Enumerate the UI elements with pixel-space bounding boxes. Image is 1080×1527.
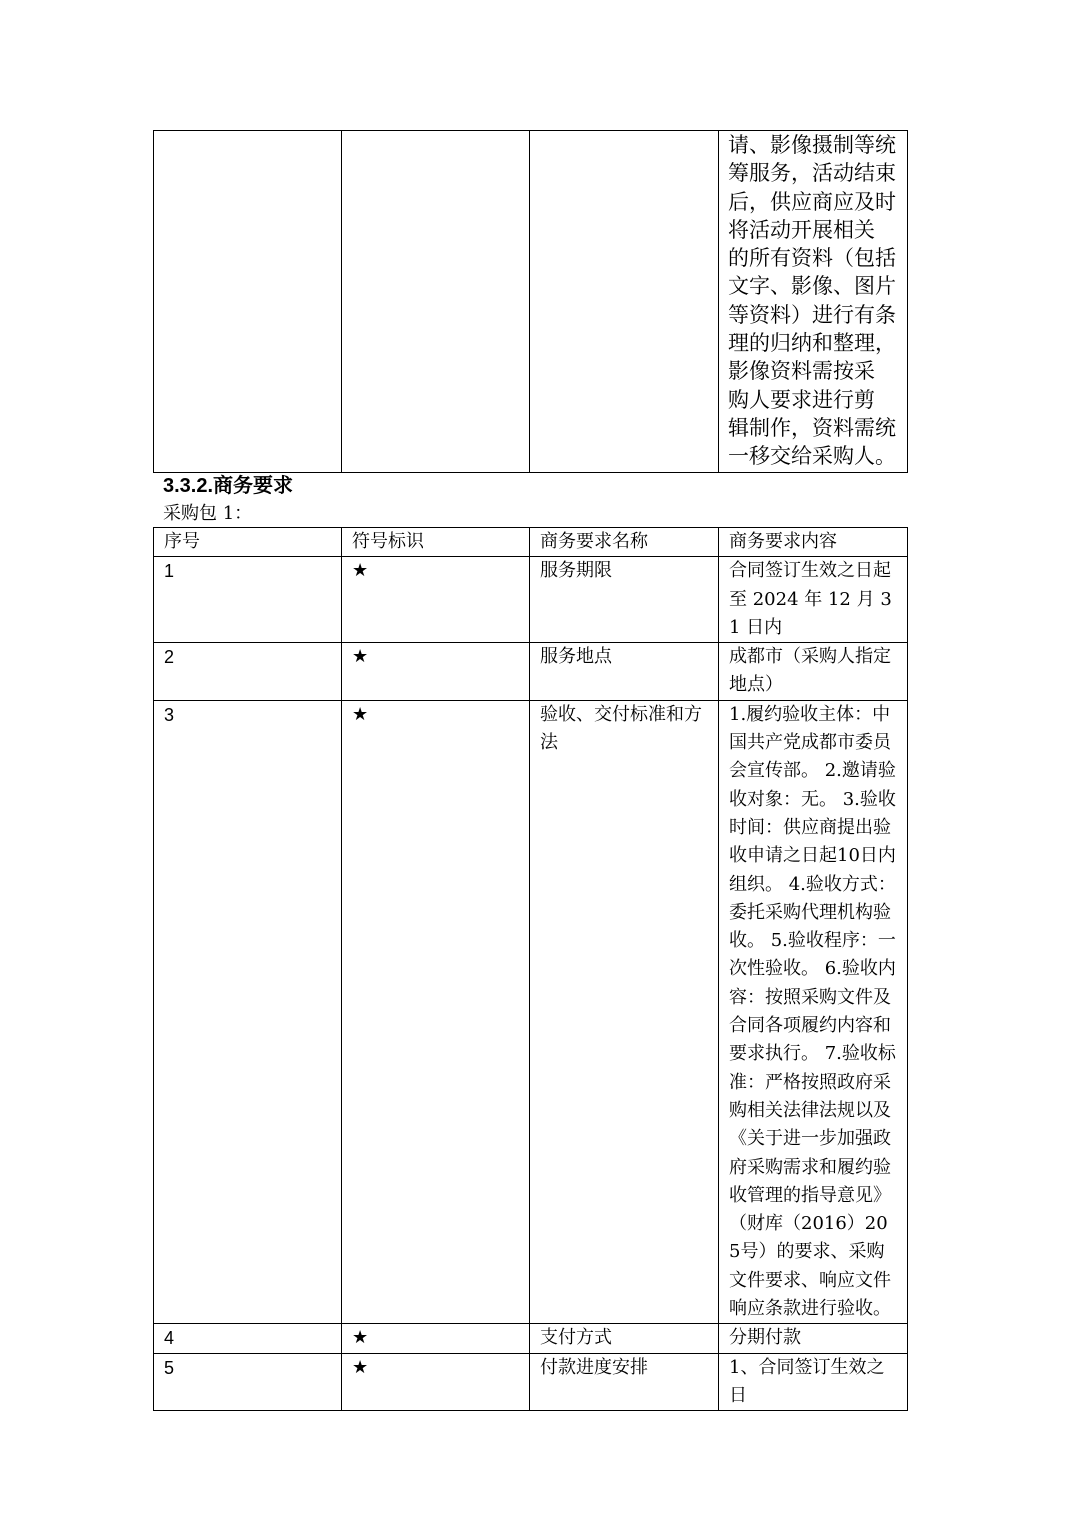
- requirement-name: 验收、交付标准和方法: [530, 700, 719, 1324]
- requirement-content: 1.履约验收主体：中国共产党成都市委员会宣传部。 2.邀请验收对象：无。 3.验收时间：供应商提出验收申请之日起10日内组织。 4.验收方式：委托采购代理机构验收。 5.验收程序：一次性验收。 6.验收内容：按照采购文件及合同各项履约内容和要求执行。 7.验收标准：严格按照政府采购相关法律法规以及《关于进一步加强政府采购需求和履约验收管理的指导意见》（财库（2016）205号）的要求、采购文件要求、响应文件响应条款进行验收。: [719, 700, 908, 1324]
- header-cell-mark: 符号标识: [342, 528, 530, 557]
- content-line: 请、影像摄制等统: [728, 133, 896, 157]
- content-line: 影像资料需按采: [728, 359, 875, 384]
- row-number: 5: [154, 1353, 342, 1411]
- business-requirements-table: [153, 527, 908, 1411]
- requirement-name: 支付方式: [530, 1324, 719, 1353]
- table-row: [154, 557, 908, 643]
- requirement-name: 服务期限: [530, 557, 719, 643]
- row-number: 3: [154, 700, 342, 1324]
- continued-content-cell: [719, 131, 908, 473]
- star-icon: ★: [342, 700, 530, 1324]
- row-number: 1: [154, 557, 342, 643]
- content-line: 一移交给采购人。: [728, 444, 896, 469]
- empty-cell: [530, 131, 719, 473]
- content-line: 等资料）进行有条: [728, 302, 896, 327]
- table-row: [154, 1324, 908, 1353]
- requirement-content: 合同签订生效之日起至 2024 年 12 月 31 日内: [719, 557, 908, 643]
- continued-table: [153, 130, 908, 473]
- header-cell-no: 序号: [154, 528, 342, 557]
- empty-cell: [154, 131, 342, 473]
- content-line: 文字、影像、图片: [728, 274, 896, 299]
- star-icon: ★: [342, 557, 530, 643]
- table-row: [154, 131, 908, 473]
- requirement-content: 成都市（采购人指定地点）: [719, 643, 908, 701]
- requirement-content: 分期付款: [719, 1324, 908, 1353]
- table-row: [154, 643, 908, 701]
- requirement-name: 服务地点: [530, 643, 719, 701]
- star-icon: ★: [342, 1324, 530, 1353]
- row-number: 4: [154, 1324, 342, 1353]
- star-icon: ★: [342, 1353, 530, 1411]
- row-number: 2: [154, 643, 342, 701]
- package-label: 采购包 1：: [163, 503, 253, 524]
- requirement-content: 1、合同签订生效之日: [719, 1353, 908, 1411]
- empty-cell: [342, 131, 530, 473]
- table-header-row: [154, 528, 908, 557]
- table-row: [154, 1353, 908, 1411]
- content-line: 筹服务，活动结束: [728, 161, 896, 186]
- section-heading: 3.3.2.商务要求: [163, 475, 294, 497]
- content-line: 理的归纳和整理，: [728, 331, 896, 356]
- content-line: 的所有资料（包括: [728, 246, 896, 271]
- content-line: 购人要求进行剪: [728, 387, 875, 412]
- content-line: 将活动开展相关: [728, 217, 875, 242]
- star-icon: ★: [342, 643, 530, 701]
- header-cell-content: 商务要求内容: [719, 528, 908, 557]
- requirement-name: 付款进度安排: [530, 1353, 719, 1411]
- table-row: [154, 700, 908, 1324]
- content-line: 辑制作，资料需统: [728, 415, 896, 440]
- content-line: 后，供应商应及时: [728, 189, 896, 214]
- header-cell-name: 商务要求名称: [530, 528, 719, 557]
